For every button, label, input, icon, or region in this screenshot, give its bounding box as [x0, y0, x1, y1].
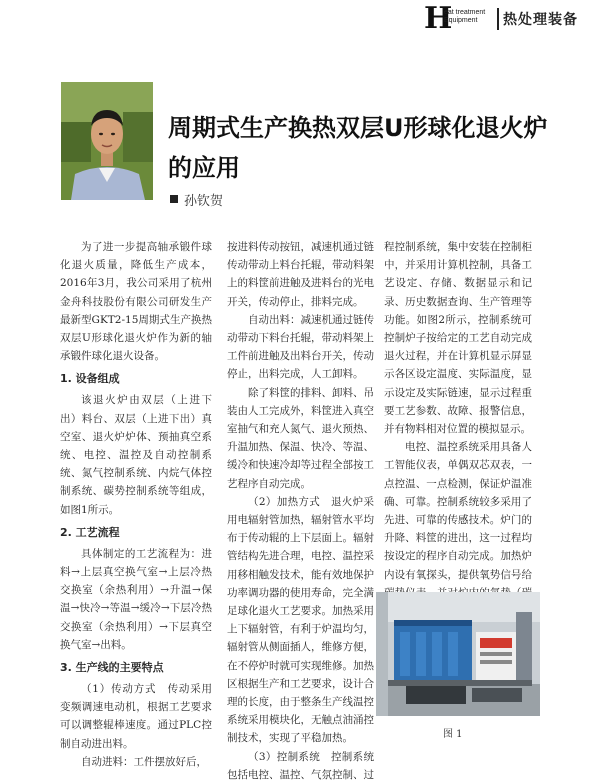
figure-1-image [376, 592, 540, 716]
paragraph: 按进料传动按钮，减速机通过链传动带动上料台托辊，带动料架上的料筐前进触及进料台的光电开关，传动停止，排料完成。 [227, 241, 374, 308]
author-name: 孙钦贺 [184, 194, 224, 209]
paragraph: 具体制定的工艺流程为：进料→上层真空换气室→上层冷热交换室（余热利用）→升温→保温→快冷→等温→缓冷→下层冷热交换室（余热利用）→下层真空换气室→出料。 [60, 547, 212, 651]
paragraph: （3）控制系统 控制系统包括电控、温控、气氛控制、过 [227, 750, 374, 781]
paragraph: 除了料筐的排料、卸料、吊装由人工完成外，料筐进入真空室抽气和充人氮气、退火预热、升温加热、保温、快冷、等温、缓冷和快速冷却等过程全部按工艺程序自动完成。 [227, 386, 374, 490]
header-divider [497, 8, 499, 30]
section-heading: 1. 设备组成 [60, 372, 120, 386]
section-name: 热处理装备 [503, 12, 578, 28]
author-marker [170, 195, 178, 203]
brand-english-name [444, 9, 485, 25]
paragraph: 该退火炉由双层（上进下出）料台、双层（上进下出）真空室、退火炉炉体、预抽真空系统、电控、温控及自动控制系统、氮气控制系统、内烷气体控制系统、碳势控制系统等组成，如图1所示。 [60, 394, 212, 516]
paragraph: 自动出料：减速机通过链传动带动下料台托辊，带动料架上工件前进触及出料台开关，传动停止，出料完成，人工卸料。 [227, 313, 374, 381]
paragraph: （2）加热方式 退火炉采用电辐射管加热，辐射管水平均布于传动辊的上下层面上。辐射管结构先进合理，电控、温控采用移相触发技术，能有效地保护功率调功器的使用寿命，完全满足球化退火工艺要求。加热采用上下辐射管，有利于炉温均匀，辐射管从侧面插人，维修方便，在不停炉时就可实现维修。加热区根据生产和工艺要求，设计合理的长度，由于整条生产线温控系统采用模块化，无触点油涌控制技术，实现了平稳加热。 [227, 495, 374, 745]
paragraph: 电控、温控系统采用具备人工智能仪表，单偶双芯双表，一点控温、一点检测，保证炉温准确、可靠。控制系统较多采用了先进、可靠的传感技术。炉门的升降、料筐的进出，这一过程均按设定的程序自动完成。加热炉内设有氧探头，提供氧势信号给 [384, 441, 532, 581]
brand-letter: H [424, 1, 453, 36]
article-title: 周期式生产换热双层U形球化退火炉的应用 [168, 114, 548, 182]
paragraph: 程控制系统，集中安装在控制柜中，并采用计算机控制，具备工艺设定、存储、数据显示和记录、历史数据查询、生产管理等功能。如图2所示，控制系统可控制炉子按给定的工艺自动完成退火过程，并在计算机显示屏显示各区设定温度、实际温度，显示设定及实际链速，显示过程重要工艺参数、故障、报警信息，并有物料相对位置的模拟显示。 [384, 241, 532, 436]
brand-english-line1: eat treatment [444, 9, 486, 16]
intro-paragraph: 为了进一步提高轴承锻件球化退火质量，降低生产成本，2016年3月，我公司采用了杭州金舟科技股份有限公司研发生产最新型GKT2-15周期式生产换热双层U形球化退火炉作为新的轴承锻件球化退火设备。 [60, 241, 212, 363]
text-column-2 [227, 238, 374, 784]
brand-english-line2: Equipment [444, 17, 478, 24]
figure-1-caption: 图 1 [443, 729, 463, 740]
paragraph: （1）传动方式 传动采用变频调速电动机，根据工艺要求可以调整辊棒速度。通过PLC控制自动进出料。 [60, 683, 212, 750]
author-photo [61, 82, 153, 200]
section-heading: 2. 工艺流程 [60, 525, 120, 539]
text-column-3 [384, 238, 532, 620]
section-heading: 3. 生产线的主要特点 [60, 661, 164, 675]
paragraph: 自动进料：工件摆放好后， [81, 755, 207, 768]
text-column-1 [60, 238, 212, 771]
